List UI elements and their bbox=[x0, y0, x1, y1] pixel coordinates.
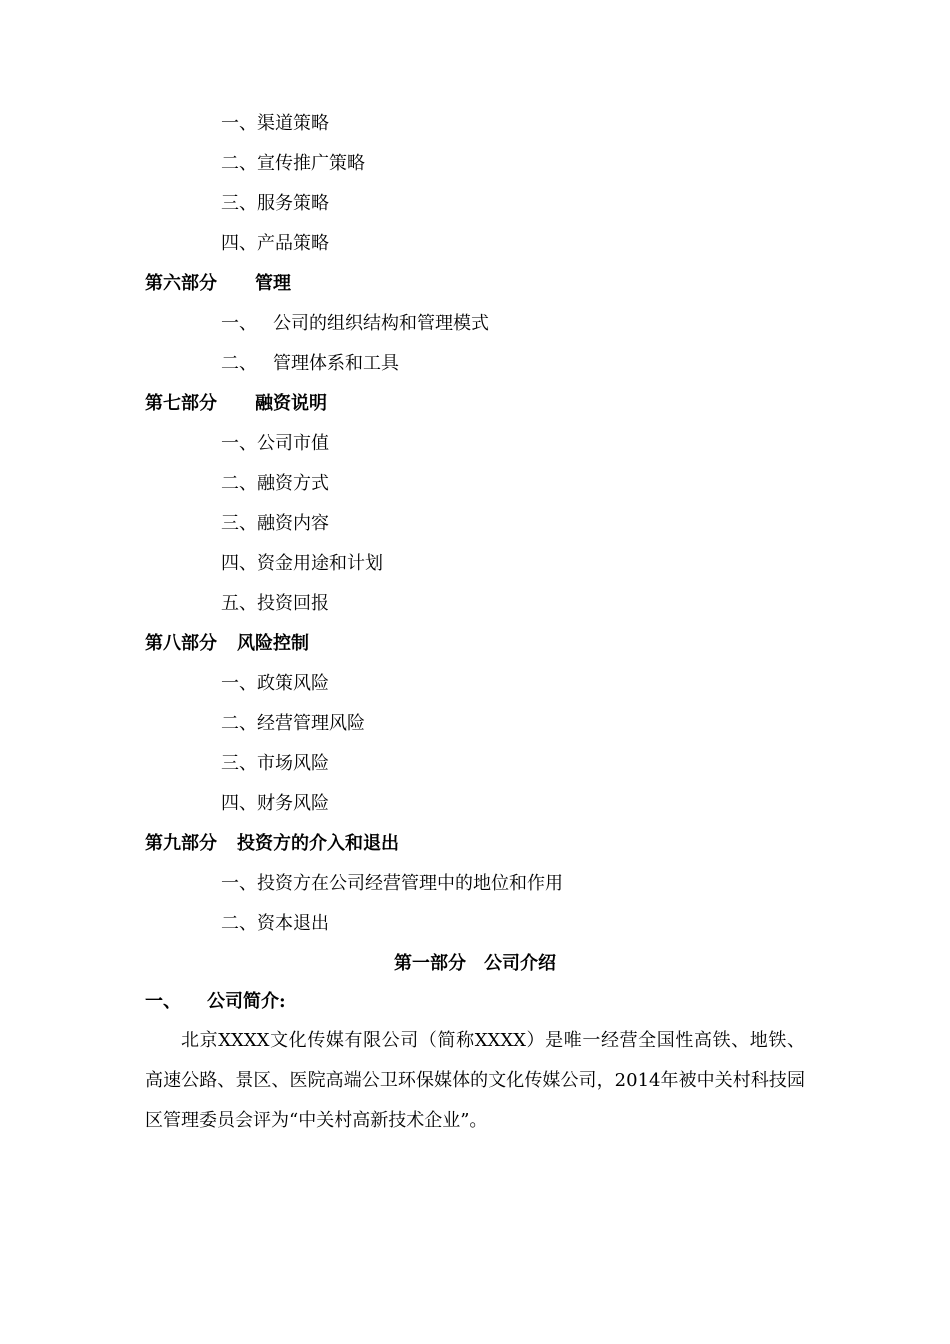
toc-item: 五、投资回报 bbox=[221, 593, 329, 614]
toc-item: 一、 公司的组织结构和管理模式 bbox=[221, 313, 489, 334]
toc-item: 二、资本退出 bbox=[221, 913, 329, 934]
toc-item: 三、服务策略 bbox=[221, 193, 329, 214]
body-paragraph: 北京XXXX文化传媒有限公司（简称XXXX）是唯一经营全国性高铁、地铁、高速公路、景区、医院高端公卫环保媒体的文化传媒公司，2014年被中关村科技园区管理委员会评为“中关村高新技术企业”。 bbox=[145, 1030, 805, 1131]
toc-item: 一、投资方在公司经营管理中的地位和作用 bbox=[221, 873, 563, 894]
toc-part-heading: 第六部分 管理 bbox=[145, 273, 291, 294]
toc-item: 一、渠道策略 bbox=[221, 113, 329, 134]
toc-item: 四、资金用途和计划 bbox=[221, 553, 383, 574]
toc-item: 二、经营管理风险 bbox=[221, 713, 365, 734]
toc-part-heading: 第七部分 融资说明 bbox=[145, 393, 327, 414]
toc-item: 四、产品策略 bbox=[221, 233, 329, 254]
toc-part-heading: 第九部分 投资方的介入和退出 bbox=[145, 833, 399, 854]
toc-item: 二、 管理体系和工具 bbox=[221, 353, 399, 374]
toc-item: 一、公司市值 bbox=[221, 433, 329, 454]
toc-part-heading: 第八部分 风险控制 bbox=[145, 633, 309, 654]
toc-item: 三、融资内容 bbox=[221, 513, 329, 534]
toc-item: 二、融资方式 bbox=[221, 473, 329, 494]
toc-item: 四、财务风险 bbox=[221, 793, 329, 814]
subsection-heading: 一、 公司简介: bbox=[145, 991, 286, 1012]
toc-item: 三、市场风险 bbox=[221, 753, 329, 774]
toc-item: 一、政策风险 bbox=[221, 673, 329, 694]
section-title: 第一部分 公司介绍 bbox=[394, 953, 556, 974]
toc-item: 二、宣传推广策略 bbox=[221, 153, 365, 174]
